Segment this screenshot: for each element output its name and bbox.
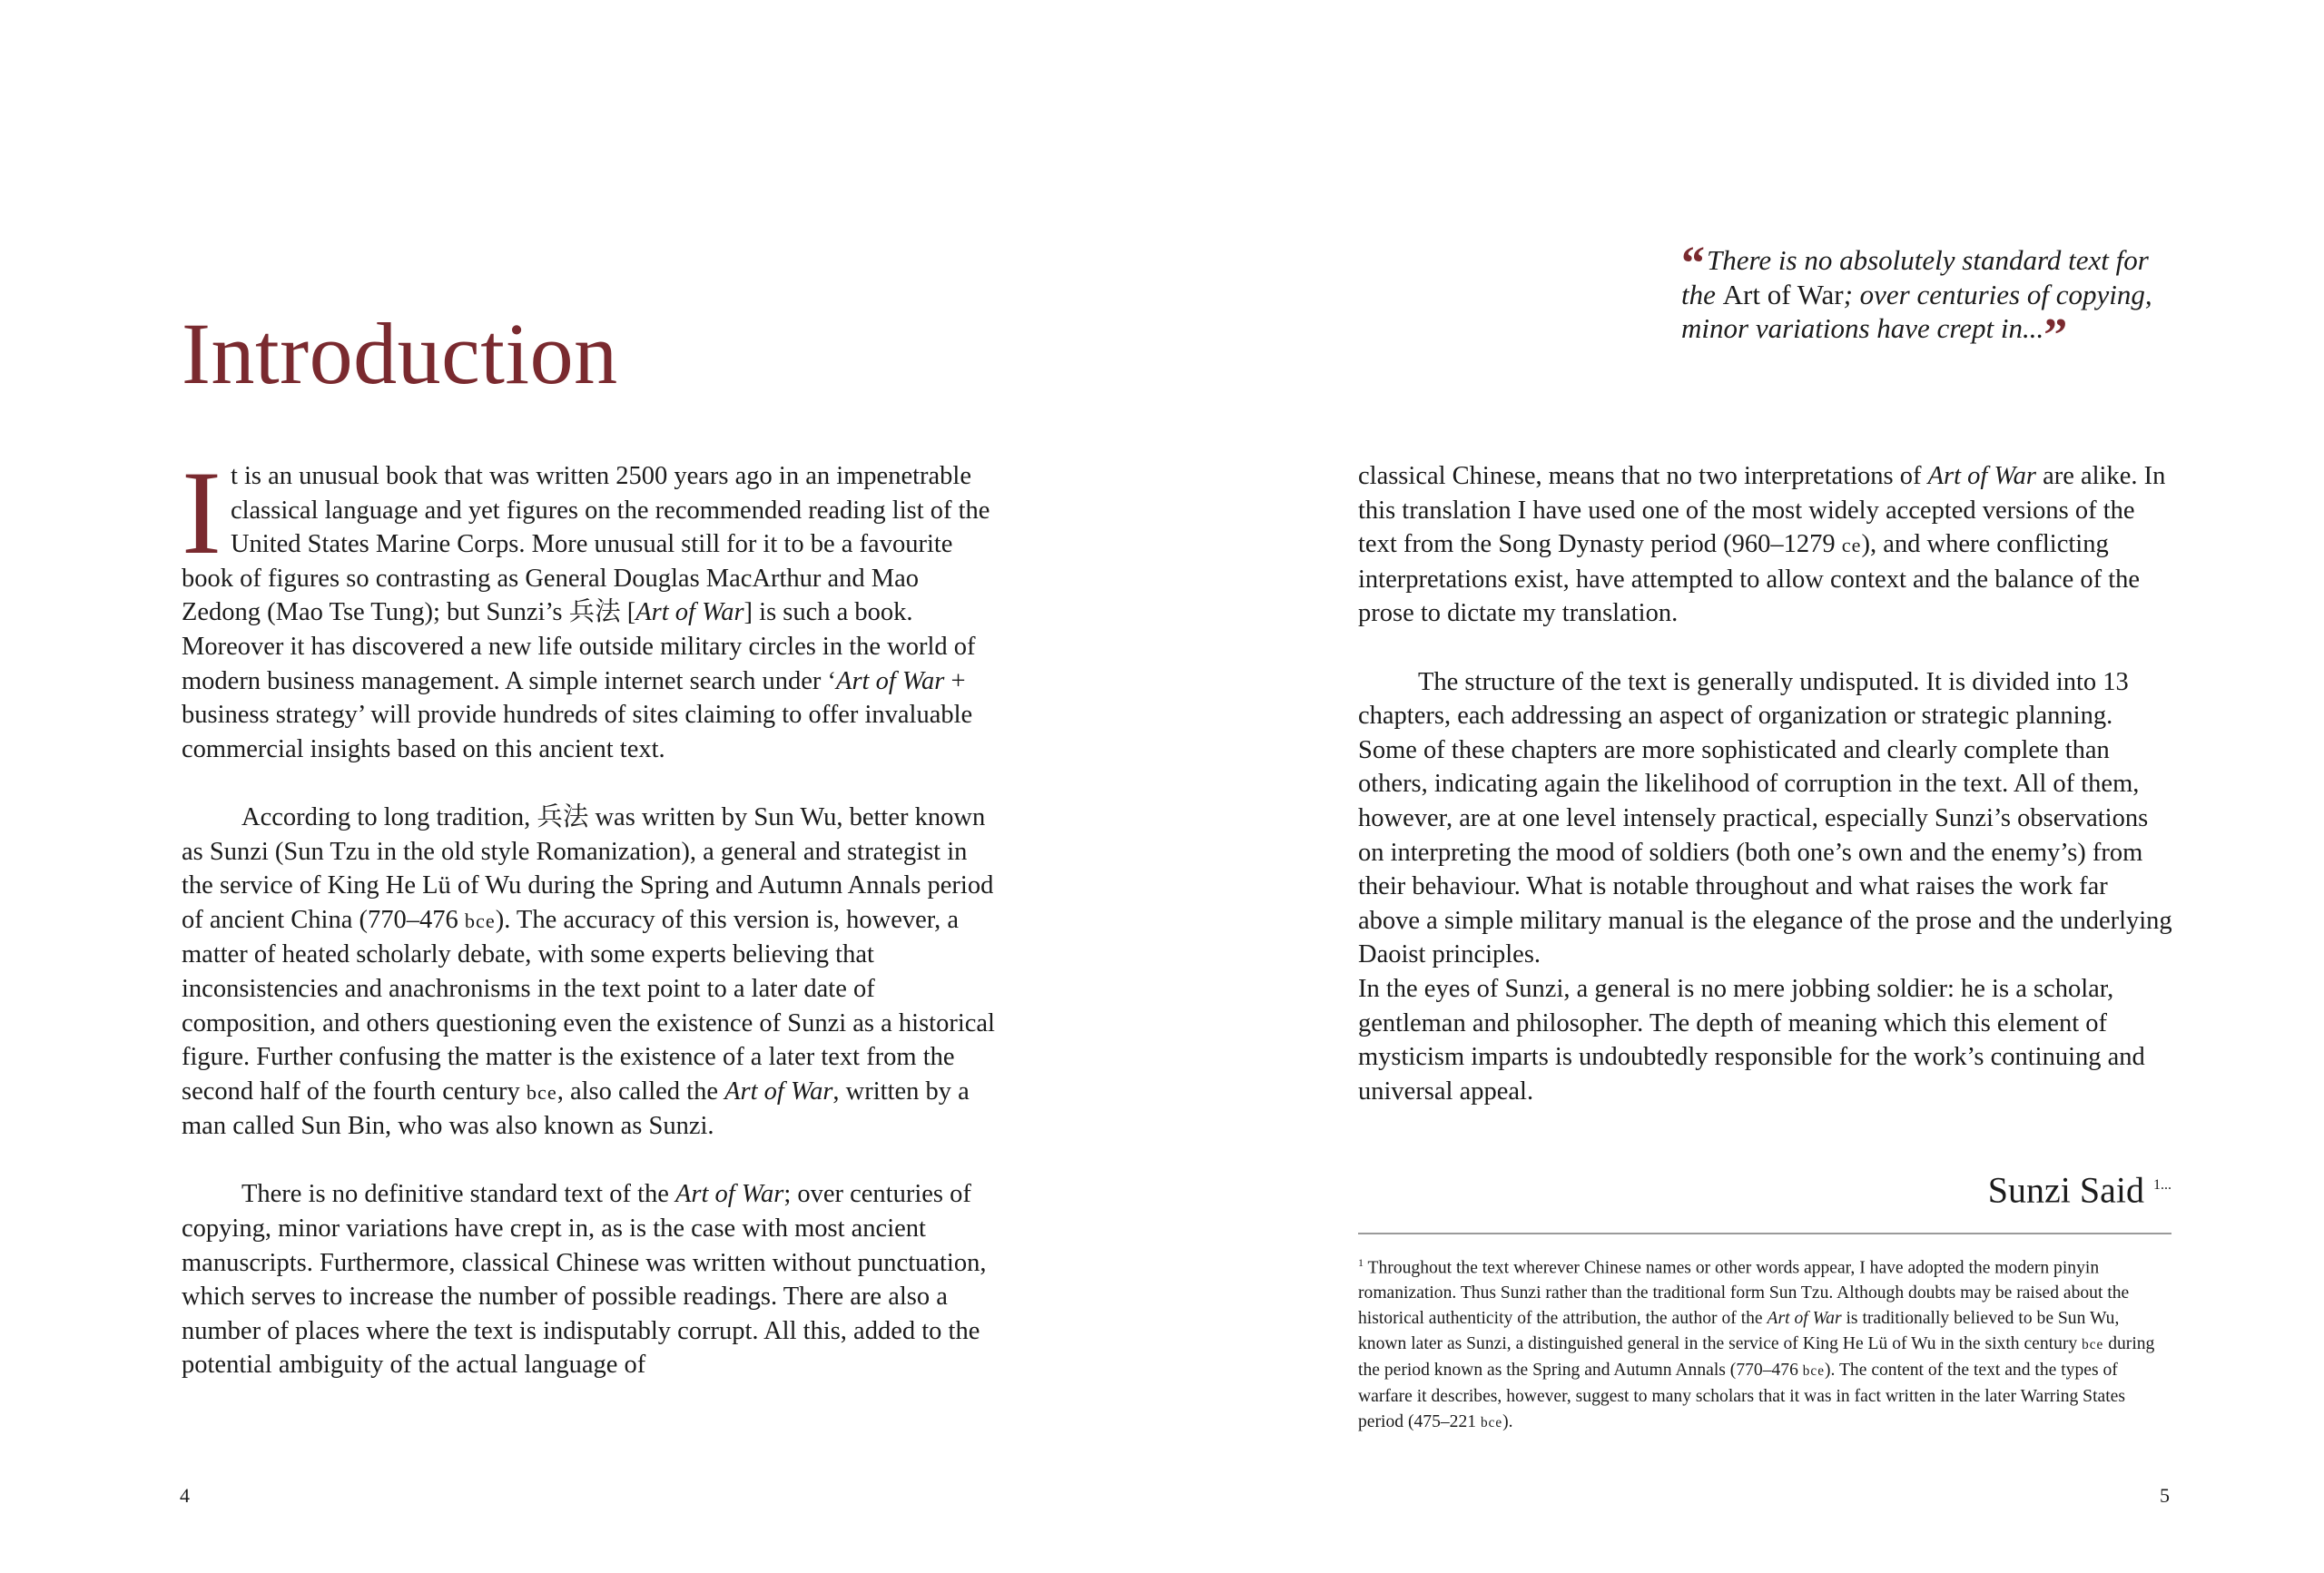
chinese-title: 兵法 — [537, 802, 589, 831]
paragraph-3: There is no definitive standard text of the Art of War; over centuries of copying, minor variations have crept in, as is the case with most ancient manuscripts. Furthermore, classical Chinese was written without punctuation, which serves to increase the number of possible readings. There are also a number of places where the text is indisputably corrupt. All this, added to the potential ambiguity of the actual language of — [182, 1180, 987, 1380]
right-page — [1162, 0, 2324, 1573]
drop-cap: I — [182, 446, 222, 579]
open-quote-mark: “ — [1681, 238, 1705, 290]
footnote-reference: 1... — [2153, 1177, 2171, 1193]
section-heading: Sunzi Said $^{1...}$ — [1987, 1169, 2171, 1211]
paragraph-2: According to long tradition, 兵法 was written by Sun Wu, better known as Sunzi (Sun Tzu in the old style Romanization), a general and strategist in the service of King He Lü of Wu during the Spring and Autumn Annals period of ancient China (770–476 bce). The accuracy of this version is, however, a matter of heated scholarly debate, with some experts believing that inconsistencies and anachronisms in the text point to a later date of composition, and others questioning even the existence of Sunzi as a historical figure. Further confusing the matter is the existence of a later text from the second half of the fourth century bce, also called the Art of War, written by a man called Sun Bin, who was also known as Sunzi. — [182, 802, 995, 1141]
page-number-left: 4 — [180, 1484, 190, 1507]
close-quote-mark: ” — [2043, 310, 2068, 361]
paragraph-5: The structure of the text is generally undisputed. It is divided into 13 chapters, each addressing an aspect of organization or strategic planning. Some of these chapters are more sophisticated and clearly complete than others, indicating again the likelihood of corruption in the text. All of them, however, are at one level intensely practical, especially Sunzi’s observations on interpreting the mood of soldiers (both one’s own and the enemy’s) from their behaviour. What is notable throughout and what raises the work far above a simple military manual is the elegance of the prose and the underlying Daoist principles. In the eyes of Sunzi, a general is no mere jobbing soldier: he is a scholar, gentleman and philosopher. The depth of meaning which this element of mysticism imparts is undoubtedly responsible for the work’s continuing and universal appeal. — [1358, 667, 2172, 1106]
chinese-title: 兵法 — [568, 598, 621, 627]
page-number-right: 5 — [2160, 1484, 2170, 1507]
paragraph-1: It is an unusual book that was written 2500 years ago in an impenetrable classical language and yet figures on the recommended reading list of the United States Marine Corps. More unusual still for it to be a favourite book of figures so contrasting as General Douglas MacArthur and Mao Zedong (Mao Tse Tung); but Sunzi’s 兵法 [Art of War] is such a book. Moreover it has discovered a new life outside military circles in the world of modern business management. A simple internet search under ‘Art of War + business strategy’ will provide hundreds of sites claiming to offer invaluable commercial insights based on this ancient text. — [182, 446, 990, 763]
chapter-title: Introduction — [182, 305, 618, 402]
paragraph-4: classical Chinese, means that no two interpretations of Art of War are alike. In this translation I have used one of the most widely accepted versions of the text from the Song Dynasty period (960–1279 ce), and where conflicting interpretations exist, have attempted to allow context and the balance of the prose to dictate my translation. — [1358, 462, 2166, 628]
footnote: $^1$ Throughout the text wherever Chinese names or other words appear, I have adopted the modern pinyin romanization. Thus Sunzi rather than the traditional form Sun Tzu. Although doubts may be raised about the historical authenticity of the attribution, the author of the Art of War is traditionally believed to be Sun Wu, known later as Sunzi, a distinguished general in the service of King He Lü of Wu in the sixth century bce during the period known as the Spring and Autumn Annals (770–476 bce). The content of the text and the types of warfare it describes, however, suggest to many scholars that it was in fact written in the later Warring States period (475–221 bce). — [1358, 1256, 2155, 1431]
left-body-text — [182, 446, 999, 1382]
right-body-text — [1358, 459, 2175, 1108]
footnote-divider — [1358, 1233, 2171, 1234]
pull-quote: “There is no absolutely standard text for the Art of War; over centuries of copying, minor variations have crept in...” — [1681, 238, 2152, 361]
